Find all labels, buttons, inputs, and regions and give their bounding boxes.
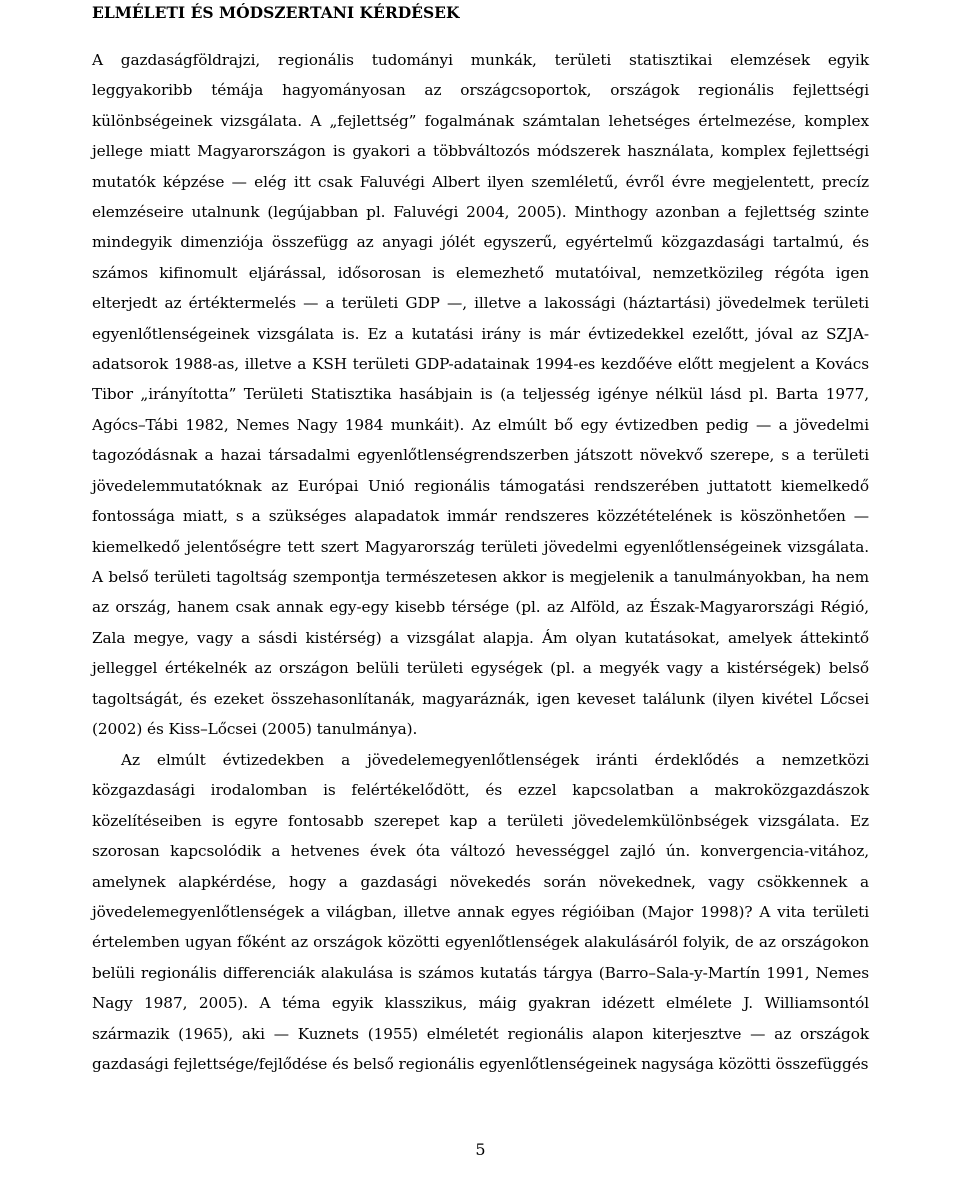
page-number: 5 bbox=[475, 1140, 486, 1159]
body-paragraph-2: Az elmúlt évtizedekben a jövedelemegyenlőtlenségek iránti érdeklődés a nemzetközi közgazdasági irodalomban is felértékelődött, és ezzel kapcsolatban a makroközgazdászok közelítéseiben is egyre fontosabb szerepet kap a területi jövedelemkülönbségek vizsgálata. Ez szorosan kapcsolódik a hetvenes évek óta változó hevességgel zajló ún. konvergencia-vitához, amelynek alapkérdése, hogy a gazdasági növekedés során növekednek, vagy csökkennek a jövedelemegyenlőtlenségek a világban, illetve annak egyes régióiban (Major 1998)? A vita területi értelemben ugyan főként az országok közötti egyenlőtlenségek alakulásáról folyik, de az országokon belüli regionális differenciák alakulása is számos kutatás tárgya (Barro–Sala-y-Martín 1991, Nemes Nagy 1987, 2005). A téma egyik klasszikus, máig gyakran idézett elmélete J. Williamsontól származik (1965), aki — Kuznets (1955) elméletét regionális alapon kiterjesztve — az országok gazdasági fejlettsége/fejlődése és belső regionális egyenlőtlenségeinek nagysága közötti összefüggés bbox=[92, 751, 869, 1074]
section-heading: ELMÉLETI ÉS MÓDSZERTANI KÉRDÉSEK bbox=[92, 3, 460, 22]
body-paragraph-1: A gazdaságföldrajzi, regionális tudományi munkák, területi statisztikai elemzések egyik leggyakoribb témája hagyományosan az országcsoportok, országok regionális fejlettségi különbségeinek vizsgálata. A „fejlettség” fogalmának számtalan lehetséges értelmezése, komplex jellege miatt Magyarországon is gyakori a többváltozós módszerek használata, komplex fejlettségi mutatók képzése — elég itt csak Faluvégi Albert ilyen szemléletű, évről évre megjelentett, precíz elemzéseire utalnunk (legújabban pl. Faluvégi 2004, 2005). Minthogy azonban a fejlettség szinte mindegyik dimenziója összefügg az anyagi jólét egyszerű, egyértelmű közgazdasági tartalmú, és számos kifinomult eljárással, idősorosan is elemezhető mutatóival, nemzetközileg régóta igen elterjedt az értéktermelés — a területi GDP —, illetve a lakossági (háztartási) jövedelmek területi egyenlőtlenségeinek vizsgálata is. Ez a kutatási irány is már évtizedekkel ezelőtt, jóval az SZJA-adatsorok 1988-as, illetve a KSH területi GDP-adatainak 1994-es kezdőéve előtt megjelent a Kovács Tibor „irányította” Területi Statisztika hasábjain is (a teljesség igénye nélkül lásd pl. Barta 1977, Agócs–Tábi 1982, Nemes Nagy 1984 munkáit). Az elmúlt bő egy évtizedben pedig — a jövedelmi tagozódásnak a hazai társadalmi egyenlőtlenségrendszerben játszott növekvő szerepe, s a területi jövedelemmutatóknak az Európai Unió regionális támogatási rendszerében juttatott kiemelkedő fontossága miatt, s a szükséges alapadatok immár rendszeres közzétételének is köszönhetően — kiemelkedő jelentőségre tett szert Magyarország területi jövedelmi egyenlőtlenségeinek vizsgálata. A belső területi tagoltság szempontja természetesen akkor is megjelenik a tanulmányokban, ha nem az ország, hanem csak annak egy-egy kisebb térsége (pl. az Alföld, az Észak-Magyarországi Régió, Zala megye, vagy a sásdi kistérség) a vizsgálat alapja. Ám olyan kutatásokat, amelyek áttekintő jelleggel értékelnék az országon belüli területi egységek (pl. a megyék vagy a kistérségek) belső tagoltságát, és ezeket összehasonlítanák, magyaráznák, igen keveset találunk (ilyen kivétel Lőcsei (2002) és Kiss–Lőcsei (2005) tanulmánya). bbox=[92, 51, 869, 738]
